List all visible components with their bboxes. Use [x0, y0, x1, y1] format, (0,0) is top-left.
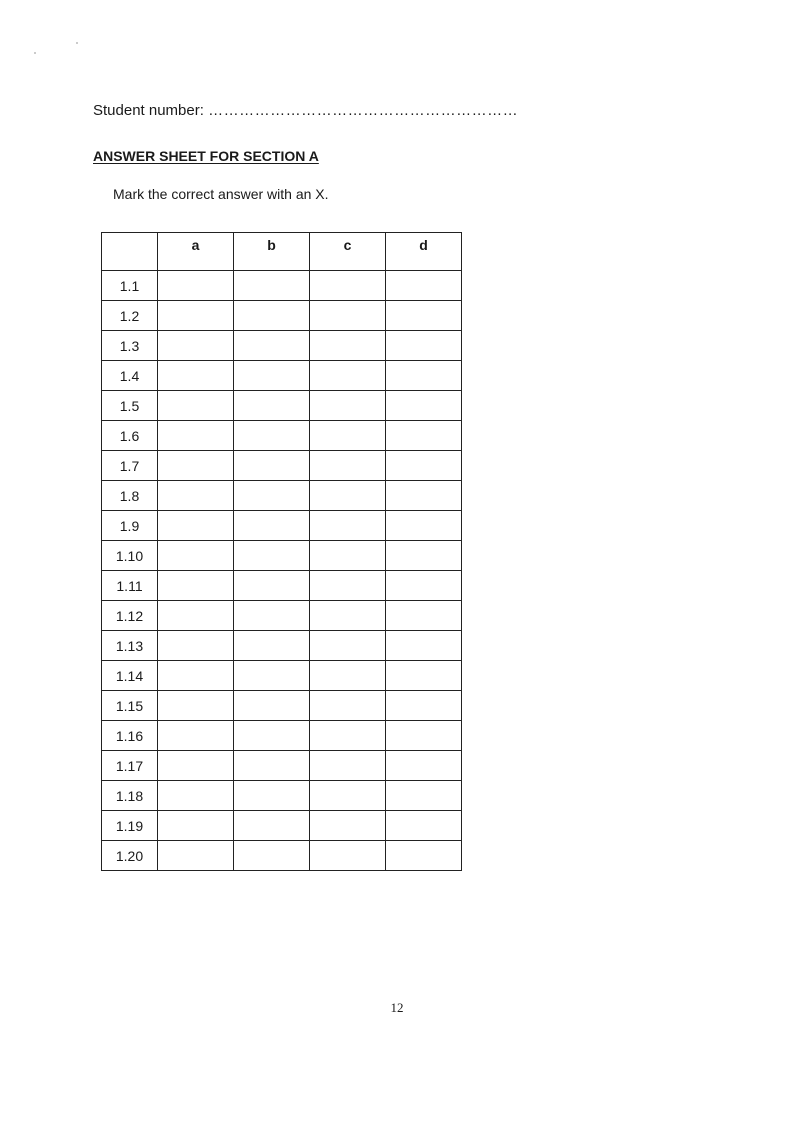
table-row — [102, 841, 462, 871]
answer-cell-b[interactable] — [234, 661, 310, 691]
answer-cell-d[interactable] — [386, 811, 462, 841]
header-row — [102, 233, 462, 271]
answer-cell-a[interactable] — [158, 721, 234, 751]
answer-cell-c[interactable] — [310, 571, 386, 601]
answer-cell-c[interactable] — [310, 301, 386, 331]
header-option-c: c — [310, 233, 386, 271]
answer-cell-c[interactable] — [310, 751, 386, 781]
table-row — [102, 391, 462, 421]
question-number: 1.20 — [102, 841, 158, 871]
answer-cell-b[interactable] — [234, 541, 310, 571]
answer-cell-d[interactable] — [386, 541, 462, 571]
answer-cell-d[interactable] — [386, 841, 462, 871]
answer-cell-d[interactable] — [386, 361, 462, 391]
answer-cell-a[interactable] — [158, 751, 234, 781]
table-row — [102, 451, 462, 481]
answer-cell-a[interactable] — [158, 661, 234, 691]
page-number: 12 — [390, 1000, 404, 1015]
table-row — [102, 661, 462, 691]
answer-cell-a[interactable] — [158, 271, 234, 301]
question-number: 1.7 — [102, 451, 158, 481]
table-row — [102, 301, 462, 331]
answer-cell-b[interactable] — [234, 691, 310, 721]
answer-cell-b[interactable] — [234, 361, 310, 391]
answer-cell-d[interactable] — [386, 301, 462, 331]
answer-cell-a[interactable] — [158, 421, 234, 451]
table-row — [102, 781, 462, 811]
answer-cell-d[interactable] — [386, 331, 462, 361]
answer-cell-a[interactable] — [158, 571, 234, 601]
answer-cell-d[interactable] — [386, 451, 462, 481]
answer-cell-c[interactable] — [310, 481, 386, 511]
question-number: 1.16 — [102, 721, 158, 751]
question-number: 1.9 — [102, 511, 158, 541]
answer-cell-a[interactable] — [158, 481, 234, 511]
answer-cell-a[interactable] — [158, 781, 234, 811]
question-number: 1.8 — [102, 481, 158, 511]
student-number-line — [93, 102, 518, 119]
table-row — [102, 601, 462, 631]
scan-speck — [34, 52, 36, 54]
answer-cell-d[interactable] — [386, 481, 462, 511]
question-number: 1.2 — [102, 301, 158, 331]
answer-cell-a[interactable] — [158, 811, 234, 841]
answer-cell-c[interactable] — [310, 421, 386, 451]
answer-cell-a[interactable] — [158, 451, 234, 481]
header-option-d: d — [386, 233, 462, 271]
table-row — [102, 481, 462, 511]
answer-cell-b[interactable] — [234, 451, 310, 481]
answer-cell-c[interactable] — [310, 811, 386, 841]
answer-cell-d[interactable] — [386, 781, 462, 811]
answer-cell-a[interactable] — [158, 331, 234, 361]
answer-cell-a[interactable] — [158, 631, 234, 661]
section-title: ANSWER SHEET FOR SECTION A — [93, 148, 319, 164]
answer-cell-a[interactable] — [158, 841, 234, 871]
table-row — [102, 631, 462, 661]
question-number: 1.15 — [102, 691, 158, 721]
answer-cell-c[interactable] — [310, 511, 386, 541]
question-number: 1.10 — [102, 541, 158, 571]
answer-cell-b[interactable] — [234, 811, 310, 841]
answer-cell-d[interactable] — [386, 661, 462, 691]
table-row — [102, 541, 462, 571]
answer-cell-c[interactable] — [310, 691, 386, 721]
table-row — [102, 271, 462, 301]
question-number: 1.3 — [102, 331, 158, 361]
question-number: 1.18 — [102, 781, 158, 811]
answer-cell-d[interactable] — [386, 691, 462, 721]
question-number: 1.5 — [102, 391, 158, 421]
answer-cell-a[interactable] — [158, 391, 234, 421]
answer-cell-d[interactable] — [386, 601, 462, 631]
answer-cell-b[interactable] — [234, 481, 310, 511]
answer-cell-b[interactable] — [234, 271, 310, 301]
answer-cell-c[interactable] — [310, 391, 386, 421]
answer-cell-d[interactable] — [386, 391, 462, 421]
answer-cell-a[interactable] — [158, 601, 234, 631]
table-row — [102, 361, 462, 391]
answer-cell-c[interactable] — [310, 271, 386, 301]
answer-cell-c[interactable] — [310, 541, 386, 571]
answer-cell-b[interactable] — [234, 751, 310, 781]
scan-speck — [76, 42, 78, 44]
answer-cell-d[interactable] — [386, 421, 462, 451]
question-number: 1.6 — [102, 421, 158, 451]
answer-cell-c[interactable] — [310, 781, 386, 811]
table-row — [102, 751, 462, 781]
answer-cell-b[interactable] — [234, 511, 310, 541]
answer-cell-c[interactable] — [310, 361, 386, 391]
answer-cell-b[interactable] — [234, 301, 310, 331]
answer-cell-a[interactable] — [158, 511, 234, 541]
answer-rows — [102, 271, 462, 871]
answer-cell-c[interactable] — [310, 661, 386, 691]
student-number-field[interactable]: …………………………………………………… — [208, 102, 519, 119]
answer-cell-a[interactable] — [158, 361, 234, 391]
header-question — [102, 233, 158, 271]
student-number-label: Student number: — [93, 102, 204, 119]
question-number: 1.11 — [102, 571, 158, 601]
answer-cell-a[interactable] — [158, 691, 234, 721]
header-option-a: a — [158, 233, 234, 271]
answer-cell-c[interactable] — [310, 841, 386, 871]
table-row — [102, 691, 462, 721]
answer-cell-d[interactable] — [386, 721, 462, 751]
answer-table — [101, 232, 462, 871]
answer-cell-d[interactable] — [386, 751, 462, 781]
answer-cell-b[interactable] — [234, 781, 310, 811]
answer-cell-d[interactable] — [386, 571, 462, 601]
answer-cell-b[interactable] — [234, 331, 310, 361]
question-number: 1.17 — [102, 751, 158, 781]
answer-cell-b[interactable] — [234, 571, 310, 601]
table-row — [102, 421, 462, 451]
answer-cell-a[interactable] — [158, 301, 234, 331]
question-number: 1.13 — [102, 631, 158, 661]
question-number: 1.14 — [102, 661, 158, 691]
answer-cell-b[interactable] — [234, 601, 310, 631]
answer-cell-d[interactable] — [386, 271, 462, 301]
answer-cell-d[interactable] — [386, 511, 462, 541]
table-row — [102, 811, 462, 841]
answer-cell-d[interactable] — [386, 631, 462, 661]
table-row — [102, 511, 462, 541]
header-option-b: b — [234, 233, 310, 271]
question-number: 1.19 — [102, 811, 158, 841]
answer-cell-c[interactable] — [310, 601, 386, 631]
answer-cell-c[interactable] — [310, 451, 386, 481]
table-row — [102, 721, 462, 751]
answer-cell-c[interactable] — [310, 331, 386, 361]
answer-cell-a[interactable] — [158, 541, 234, 571]
answer-cell-b[interactable] — [234, 631, 310, 661]
answer-cell-b[interactable] — [234, 421, 310, 451]
table-row — [102, 331, 462, 361]
instruction-text: Mark the correct answer with an X. — [113, 186, 329, 202]
answer-cell-b[interactable] — [234, 841, 310, 871]
question-number: 1.1 — [102, 271, 158, 301]
question-number: 1.4 — [102, 361, 158, 391]
answer-cell-c[interactable] — [310, 631, 386, 661]
answer-cell-b[interactable] — [234, 721, 310, 751]
table-row — [102, 571, 462, 601]
question-number: 1.12 — [102, 601, 158, 631]
answer-cell-b[interactable] — [234, 391, 310, 421]
answer-cell-c[interactable] — [310, 721, 386, 751]
